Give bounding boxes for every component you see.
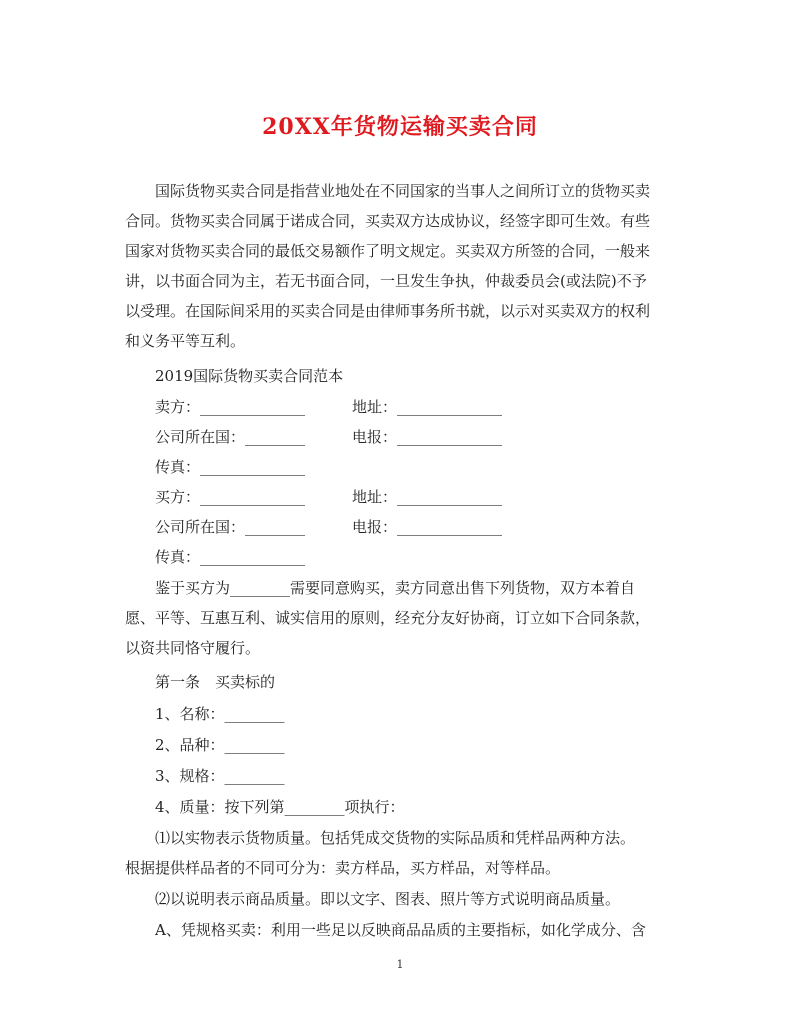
- seller-address-field: 地址：______________: [352, 398, 503, 416]
- quality-method-2: ⑵以说明表示商品质量。即以文字、图表、照片等方式说明商品质量。: [155, 890, 621, 908]
- whereas-line-3: 以资共同恪守履行。: [125, 639, 261, 657]
- seller-country-field: 公司所在国：________: [155, 428, 306, 446]
- item-variety: 2、品种：________: [155, 736, 285, 754]
- page-number: 1: [396, 958, 404, 971]
- sample-title: 2019国际货物买卖合同范本: [155, 367, 344, 385]
- intro-line-4: 讲，以书面合同为主，若无书面合同，一旦发生争执，仲裁委员会(或法院)不予: [125, 272, 647, 290]
- buyer-address-field: 地址：______________: [352, 488, 503, 506]
- seller-field: 卖方：______________: [155, 398, 306, 416]
- intro-line-5: 以受理。在国际间采用的买卖合同是由律师事务所书就，以示对买卖双方的权利: [125, 302, 651, 320]
- whereas-line-1: 鉴于买方为________需要同意购买，卖方同意出售下列货物，双方本着自: [155, 579, 636, 597]
- intro-line-2: 合同。货物买卖合同属于诺成合同，买卖双方达成协议，经签字即可生效。有些: [125, 212, 651, 230]
- page-title: 20XX年货物运输买卖合同: [262, 114, 538, 140]
- intro-line-3: 国家对货物买卖合同的最低交易额作了明文规定。买卖双方所签的合同，一般来: [125, 242, 651, 260]
- intro-line-1: 国际货物买卖合同是指营业地处在不同国家的当事人之间所订立的货物买卖: [155, 182, 651, 200]
- article-1-heading: 第一条 买卖标的: [155, 673, 276, 691]
- intro-line-6: 和义务平等互利。: [125, 332, 246, 350]
- whereas-line-2: 愿、平等、互惠互利、诚实信用的原则，经充分友好协商，订立如下合同条款，: [125, 609, 651, 627]
- quality-method-1-line-1: ⑴以实物表示货物质量。包括凭成交货物的实际品质和凭样品两种方法。: [155, 829, 636, 847]
- buyer-telegram-field: 电报：______________: [352, 518, 503, 536]
- buyer-field: 买方：______________: [155, 488, 306, 506]
- item-spec: 3、规格：________: [155, 767, 285, 785]
- seller-fax-field: 传真：______________: [155, 458, 306, 476]
- quality-method-a: A、凭规格买卖：利用一些足以反映商品品质的主要指标，如化学成分、含: [155, 921, 646, 939]
- quality-method-1-line-2: 根据提供样品者的不同可分为：卖方样品，买方样品，对等样品。: [125, 859, 561, 877]
- item-quality: 4、质量：按下列第________项执行：: [155, 798, 405, 816]
- seller-telegram-field: 电报：______________: [352, 428, 503, 446]
- buyer-fax-field: 传真：______________: [155, 548, 306, 566]
- item-name: 1、名称：________: [155, 705, 285, 723]
- buyer-country-field: 公司所在国：________: [155, 518, 306, 536]
